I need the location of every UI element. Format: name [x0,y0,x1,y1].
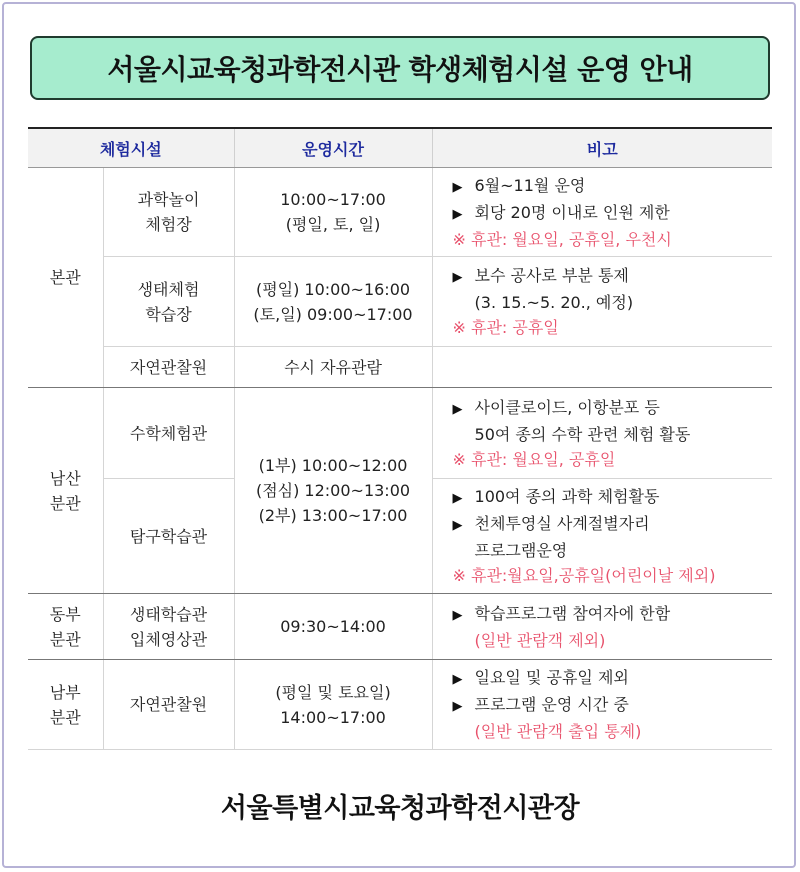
bullet-icon: ▶ [452,270,463,285]
branch-nambu: 남부 분관 [28,660,103,750]
closure-note: ※ 휴관: 월요일, 공휴일, 우천시 [452,229,672,249]
page-title: 서울시교육청과학전시관 학생체험시설 운영 안내 [107,53,693,86]
hours-cell [234,168,432,257]
hours-text: (점심) 12:00~13:00 [255,481,411,500]
bullet-icon: ▶ [452,699,463,714]
bullet-icon: ▶ [452,607,463,623]
facility-cell [103,257,234,347]
closure-note: ※ 휴관: 공휴일 [452,318,559,337]
table-row [28,660,772,750]
header-notes: 비고 [432,128,772,168]
note-item: ▶ 천체투영실 사계절별자리 [453,511,767,538]
hours-cell: 09:30~14:00 [234,594,432,660]
facility-cell [103,594,234,660]
bullet-icon: ▶ [452,401,463,417]
hours-text: (평일) 10:00~16:00 [255,279,411,299]
facility-cell: 자연관찰원 [103,347,234,388]
bullet-icon: ▶ [452,518,463,533]
hours-cell: 수시 자유관람 [234,347,432,388]
table-row [28,347,772,388]
facility-cell: 탐구학습관 [103,479,234,594]
note-item: ▶ 6월~11월 운영 [453,173,767,200]
facility-name: 학습장 [145,304,192,324]
branch-namsan: 남산 분관 [28,388,103,594]
bullet-icon: ▶ [452,206,463,222]
note-item: ▶ 보수 공사로 부분 통제 [453,263,767,290]
hours-text: (평일, 토, 일) [285,215,381,234]
bullet-icon: ▶ [452,179,463,195]
title-banner [30,36,770,100]
facility-cell [103,168,234,257]
notes-cell [432,168,772,257]
facility-table [28,127,772,750]
notes-cell [432,660,772,750]
closure-note: (일반 관람객 제외) [474,630,606,650]
notes-cell [432,347,772,388]
note-continuation: 프로그램운영 [474,541,568,560]
notes-cell [432,594,772,660]
table-row [28,388,772,479]
notes-cell [432,257,772,347]
branch-dongbu: 동부 분관 [28,594,103,660]
hours-text: (평일 및 토요일) [275,682,391,702]
bullet-icon: ▶ [452,491,463,506]
hours-cell [234,388,432,594]
hours-text: 10:00~17:00 [280,190,386,209]
note-item: ▶ 100여 종의 과학 체험활동 [453,484,767,511]
closure-note: ※ 휴관:월요일,공휴일(어린이날 제외) [452,566,716,585]
facility-cell: 수학체험관 [103,388,234,479]
note-item: ▶ 사이클로이드, 이항분포 등 [453,395,767,422]
branch-main: 본관 [28,168,103,388]
note-continuation: 50여 종의 수학 관련 체험 활동 [474,424,691,444]
header-facility: 체험시설 [28,128,234,168]
note-item: ▶ 프로그램 운영 시간 중 [453,692,767,719]
notes-cell [432,479,772,594]
hours-cell [234,660,432,750]
facility-name: 과학놀이 [137,190,200,209]
note-item: ▶ 회당 20명 이내로 인원 제한 [453,200,767,227]
hours-text: (1부) 10:00~12:00 [258,456,408,475]
facility-cell: 자연관찰원 [103,660,234,750]
note-item: ▶ 일요일 및 공휴일 제외 [453,665,767,692]
bullet-icon: ▶ [452,672,463,687]
notes-cell [432,388,772,479]
facility-name: 생태체험 [137,279,200,299]
hours-cell [234,257,432,347]
issuer-signature: 서울특별시교육청과학전시관장 [220,793,580,824]
table-row [28,594,772,660]
hours-text: (토,일) 09:00~17:00 [253,304,413,324]
table-row [28,168,772,257]
facility-name: 입체영상관 [129,629,208,649]
header-hours: 운영시간 [234,128,432,168]
note-continuation: (3. 15.~5. 20., 예정) [474,293,634,312]
facility-name: 생태학습관 [129,604,208,624]
note-item: ▶ 학습프로그램 참여자에 한함 [453,601,767,628]
hours-text: 14:00~17:00 [280,707,386,727]
facility-name: 체험장 [145,215,192,234]
closure-note: ※ 휴관: 월요일, 공휴일 [452,449,616,469]
table-row [28,257,772,347]
closure-note: (일반 관람객 출입 통제) [474,722,642,741]
hours-text: (2부) 13:00~17:00 [258,506,408,525]
table-header-row [28,128,772,168]
